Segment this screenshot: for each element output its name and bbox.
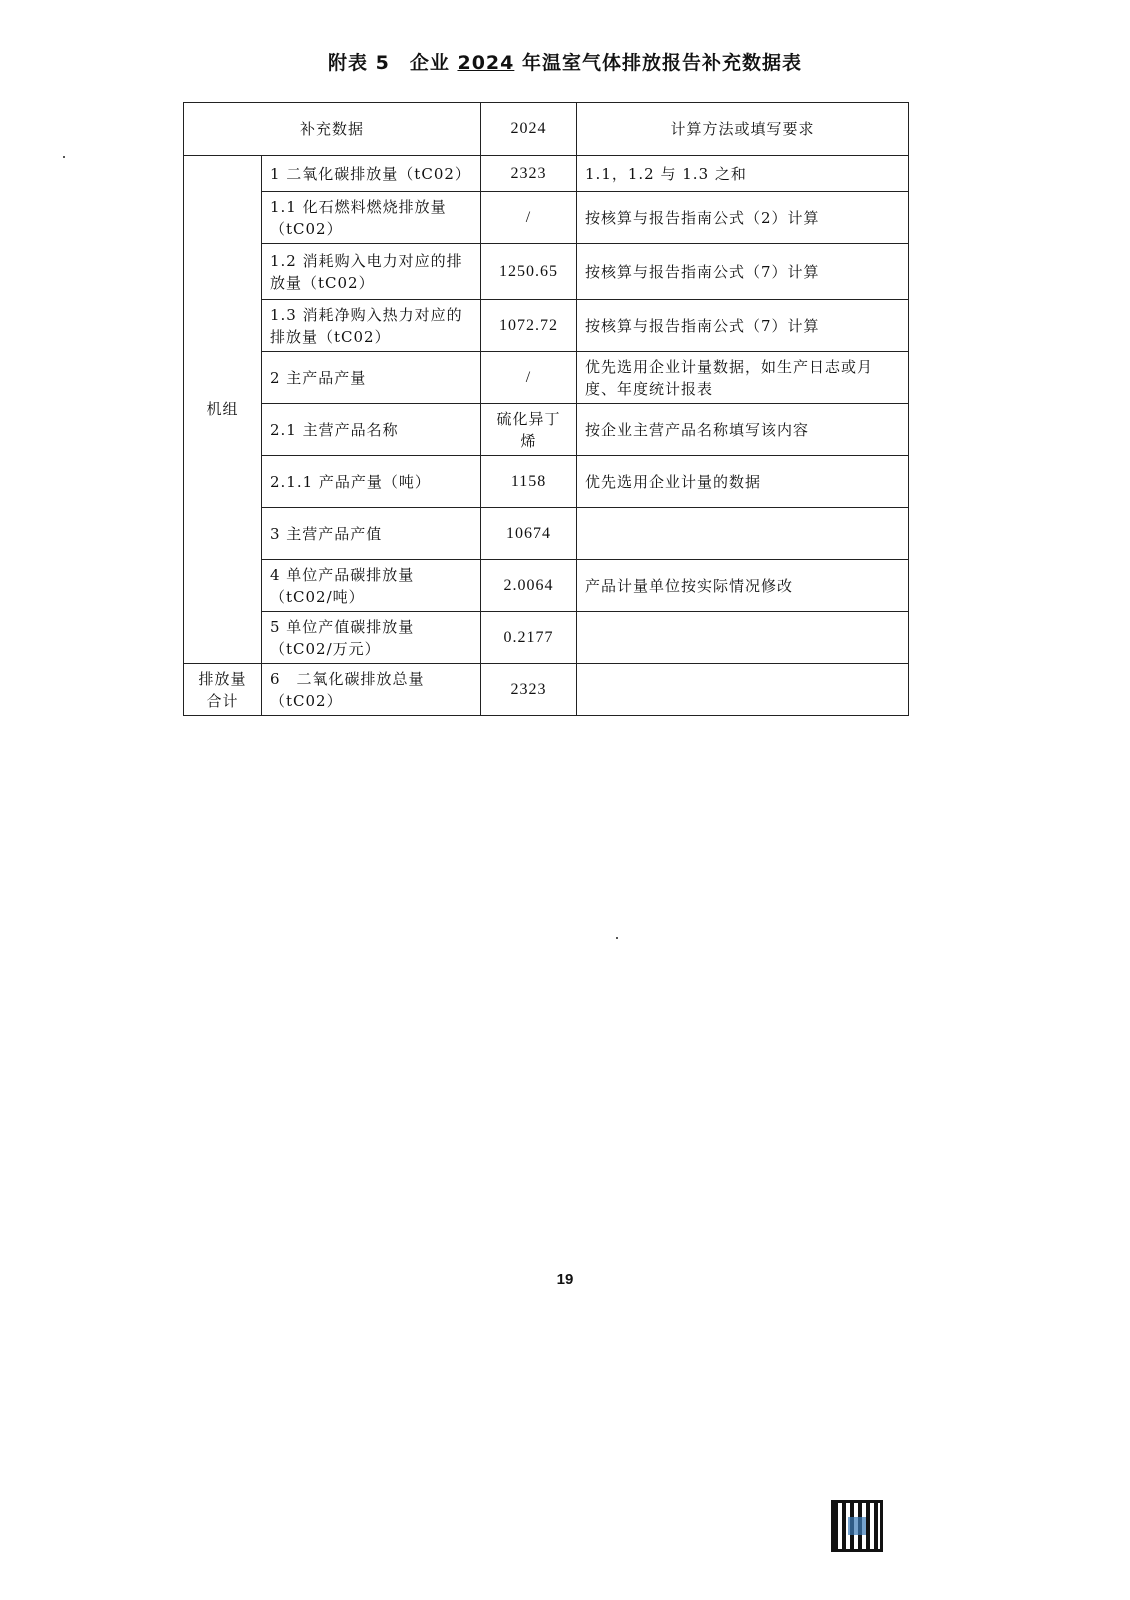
- supplementary-data-table: [183, 102, 909, 716]
- row-value: 硫化异丁烯: [481, 404, 577, 456]
- scan-speck: [63, 156, 65, 158]
- row-item: 1.3 消耗净购入热力对应的排放量（tC02）: [262, 300, 481, 352]
- row-item: 1.2 消耗购入电力对应的排放量（tC02）: [262, 244, 481, 300]
- table-row: [184, 156, 909, 192]
- table-row: [184, 404, 909, 456]
- header-method: 计算方法或填写要求: [577, 103, 909, 156]
- row-method: [577, 664, 909, 716]
- page-number: 19: [556, 1271, 574, 1288]
- table-row: [184, 192, 909, 244]
- row-method: 优先选用企业计量的数据: [577, 456, 909, 508]
- row-item: 3 主营产品产值: [262, 508, 481, 560]
- row-method: [577, 508, 909, 560]
- header-item: 补充数据: [184, 103, 481, 156]
- row-value: 2.0064: [481, 560, 577, 612]
- row-item: 6 二氧化碳排放总量（tC02）: [262, 664, 481, 716]
- row-item: 1 二氧化碳排放量（tC02）: [262, 156, 481, 192]
- row-item: 2.1.1 产品产量（吨）: [262, 456, 481, 508]
- header-year: 2024: [481, 103, 577, 156]
- title-suffix: 年温室气体排放报告补充数据表: [514, 52, 802, 74]
- row-value: 1250.65: [481, 244, 577, 300]
- row-value: 1072.72: [481, 300, 577, 352]
- table-row: [184, 352, 909, 404]
- title-year: 2024: [457, 52, 515, 74]
- row-value: 0.2177: [481, 612, 577, 664]
- row-method: 优先选用企业计量数据，如生产日志或月度、年度统计报表: [577, 352, 909, 404]
- row-method: 按核算与报告指南公式（7）计算: [577, 244, 909, 300]
- table-row: [184, 508, 909, 560]
- row-item: 2 主产品产量: [262, 352, 481, 404]
- scan-speck: [616, 937, 618, 939]
- row-item: 4 单位产品碳排放量（tC02/吨）: [262, 560, 481, 612]
- row-method: 按企业主营产品名称填写该内容: [577, 404, 909, 456]
- row-value: 2323: [481, 664, 577, 716]
- row-method: 产品计量单位按实际情况修改: [577, 560, 909, 612]
- title-prefix: 附表 5 企业: [328, 52, 458, 74]
- row-method: 按核算与报告指南公式（7）计算: [577, 300, 909, 352]
- table-row: [184, 612, 909, 664]
- table-row: [184, 456, 909, 508]
- row-method: [577, 612, 909, 664]
- row-method: 按核算与报告指南公式（2）计算: [577, 192, 909, 244]
- page-title: [0, 48, 1130, 75]
- table-row: [184, 244, 909, 300]
- row-value: 1158: [481, 456, 577, 508]
- group-label-total: 排放量合计: [184, 664, 262, 716]
- table-row: [184, 560, 909, 612]
- row-value: 10674: [481, 508, 577, 560]
- row-method: 1.1，1.2 与 1.3 之和: [577, 156, 909, 192]
- row-value: 2323: [481, 156, 577, 192]
- table-row: [184, 300, 909, 352]
- qr-code-icon: [831, 1500, 883, 1552]
- row-value: /: [481, 352, 577, 404]
- row-item: 5 单位产值碳排放量（tC02/万元）: [262, 612, 481, 664]
- row-item: 2.1 主营产品名称: [262, 404, 481, 456]
- group-label-unit: 机组: [184, 156, 262, 664]
- table-row: [184, 664, 909, 716]
- row-item: 1.1 化石燃料燃烧排放量（tC02）: [262, 192, 481, 244]
- table-header-row: [184, 103, 909, 156]
- row-value: /: [481, 192, 577, 244]
